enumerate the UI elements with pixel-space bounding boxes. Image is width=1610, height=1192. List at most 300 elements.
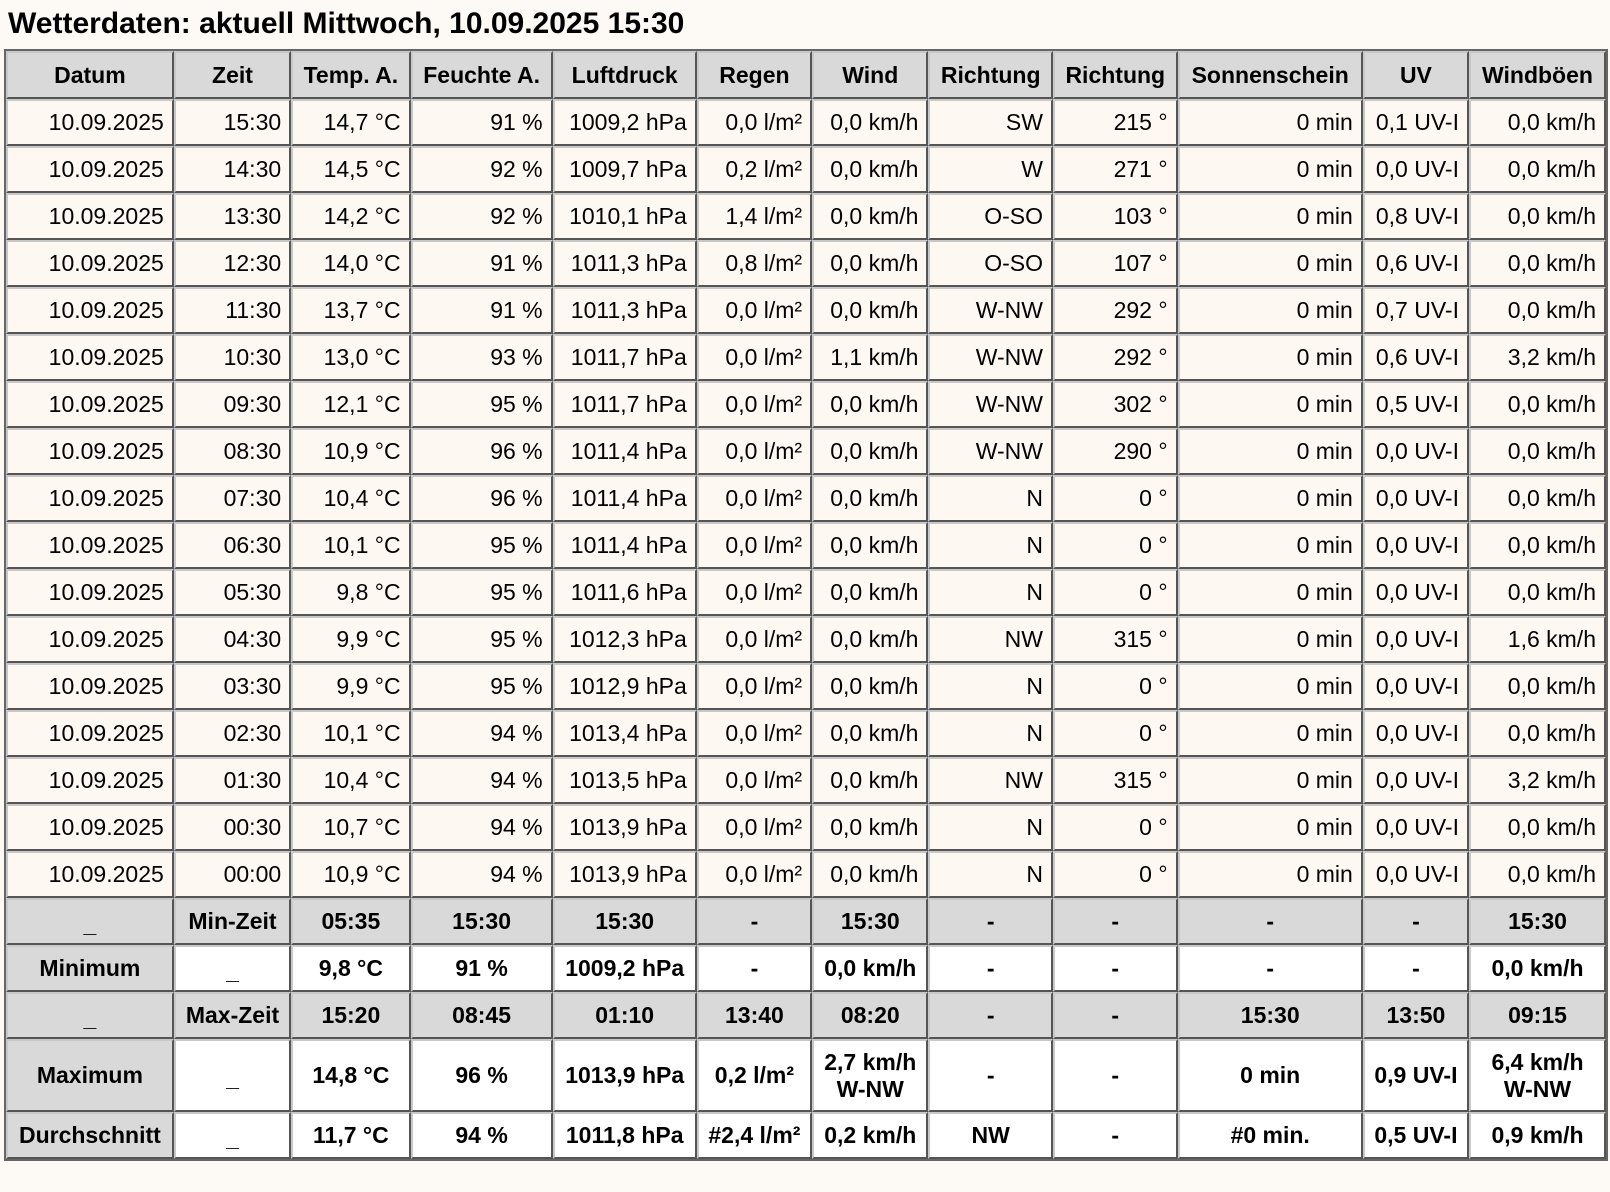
table-cell: 302 °: [1053, 381, 1178, 428]
table-cell: 09:30: [174, 381, 291, 428]
table-cell: 0,0 l/m²: [697, 851, 812, 898]
table-row: [6, 569, 1606, 616]
table-cell: 1012,3 hPa: [553, 616, 697, 663]
table-cell: 0,0 UV-I: [1363, 851, 1469, 898]
table-row: [6, 428, 1606, 475]
summary-cell: 1011,8 hPa: [553, 1112, 697, 1159]
table-cell: 0,0 km/h: [812, 804, 928, 851]
summary-cell: 9,8 °C: [291, 945, 410, 992]
table-cell: 95 %: [411, 569, 553, 616]
table-cell: 1009,7 hPa: [553, 146, 697, 193]
weather-table: [4, 49, 1608, 1161]
table-row: [6, 851, 1606, 898]
table-cell: 10:30: [174, 334, 291, 381]
summary-cell: #2,4 l/m²: [697, 1112, 812, 1159]
summary-cell: 6,4 km/h W-NW: [1469, 1039, 1606, 1112]
summary-cell: 0,9 km/h: [1469, 1112, 1606, 1159]
table-cell: 1013,9 hPa: [553, 851, 697, 898]
summary-cell: 94 %: [411, 1112, 553, 1159]
summary-cell: -: [697, 945, 812, 992]
summary-cell: 15:30: [812, 898, 928, 945]
table-cell: 10.09.2025: [6, 381, 174, 428]
summary-cell: -: [1178, 898, 1363, 945]
table-cell: 0,0 l/m²: [697, 475, 812, 522]
table-cell: 1012,9 hPa: [553, 663, 697, 710]
table-cell: 1013,9 hPa: [553, 804, 697, 851]
table-cell: 0,0 UV-I: [1363, 522, 1469, 569]
placeholder-mark: _: [226, 1065, 239, 1091]
table-cell: 14,0 °C: [291, 240, 410, 287]
column-header: Regen: [697, 51, 812, 99]
table-cell: 0,0 km/h: [1469, 99, 1606, 146]
summary-cell: -: [1363, 898, 1469, 945]
column-header: Luftdruck: [553, 51, 697, 99]
table-cell: 0,0 km/h: [812, 428, 928, 475]
table-cell: 91 %: [411, 99, 553, 146]
summary-cell: NW: [928, 1112, 1053, 1159]
summary-cell: 2,7 km/h W-NW: [812, 1039, 928, 1112]
table-cell: 0,0 UV-I: [1363, 710, 1469, 757]
table-cell: N: [928, 663, 1053, 710]
summary-cell: #0 min.: [1178, 1112, 1363, 1159]
table-cell: 0,0 km/h: [1469, 522, 1606, 569]
summary-cell: -: [928, 1039, 1053, 1112]
table-cell: 0,0 km/h: [1469, 381, 1606, 428]
summary-cell: 08:45: [411, 992, 553, 1039]
table-cell: 1010,1 hPa: [553, 193, 697, 240]
table-cell: 0,0 l/m²: [697, 428, 812, 475]
summary-cell: 0,9 UV-I: [1363, 1039, 1469, 1112]
table-cell: SW: [928, 99, 1053, 146]
table-cell: 10.09.2025: [6, 193, 174, 240]
summary-cell: -: [1053, 898, 1178, 945]
summary-cell: 13:40: [697, 992, 812, 1039]
table-cell: 315 °: [1053, 616, 1178, 663]
summary-row: [6, 898, 1606, 945]
table-cell: 0,0 UV-I: [1363, 663, 1469, 710]
table-cell: 0,0 km/h: [812, 287, 928, 334]
table-cell: 0,0 l/m²: [697, 663, 812, 710]
table-cell: 14,2 °C: [291, 193, 410, 240]
table-cell: 1011,4 hPa: [553, 428, 697, 475]
summary-cell: 0,2 l/m²: [697, 1039, 812, 1112]
table-cell: 92 %: [411, 193, 553, 240]
column-header: Richtung: [1053, 51, 1178, 99]
table-cell: 0 min: [1178, 710, 1363, 757]
table-cell: 0,0 km/h: [812, 381, 928, 428]
table-cell: 0,0 l/m²: [697, 804, 812, 851]
placeholder-mark: _: [83, 911, 97, 937]
table-cell: W: [928, 146, 1053, 193]
table-cell: 0,0 l/m²: [697, 569, 812, 616]
table-cell: 290 °: [1053, 428, 1178, 475]
table-row: [6, 240, 1606, 287]
table-cell: 10.09.2025: [6, 240, 174, 287]
table-cell: 10,9 °C: [291, 851, 410, 898]
table-cell: 0,0 UV-I: [1363, 428, 1469, 475]
summary-cell: Maximum: [6, 1039, 174, 1112]
table-cell: 14:30: [174, 146, 291, 193]
table-cell: 94 %: [411, 710, 553, 757]
table-cell: 95 %: [411, 663, 553, 710]
table-row: [6, 616, 1606, 663]
table-cell: N: [928, 804, 1053, 851]
table-cell: 1011,3 hPa: [553, 287, 697, 334]
summary-cell: -: [697, 898, 812, 945]
table-cell: 1013,4 hPa: [553, 710, 697, 757]
table-cell: 1013,5 hPa: [553, 757, 697, 804]
table-cell: 0,0 km/h: [812, 193, 928, 240]
summary-cell: -: [1178, 945, 1363, 992]
table-cell: 13,0 °C: [291, 334, 410, 381]
summary-cell: 08:20: [812, 992, 928, 1039]
table-cell: 0,0 UV-I: [1363, 569, 1469, 616]
summary-cell: 1009,2 hPa: [553, 945, 697, 992]
table-row: [6, 522, 1606, 569]
table-cell: 0,0 km/h: [812, 710, 928, 757]
table-cell: 0,0 km/h: [812, 616, 928, 663]
table-row: [6, 475, 1606, 522]
summary-cell: -: [928, 945, 1053, 992]
placeholder-mark: _: [83, 1005, 97, 1031]
table-cell: W-NW: [928, 334, 1053, 381]
table-cell: 10.09.2025: [6, 475, 174, 522]
column-header: Wind: [812, 51, 928, 99]
table-cell: 0 min: [1178, 757, 1363, 804]
table-row: [6, 663, 1606, 710]
table-cell: 0,0 km/h: [1469, 851, 1606, 898]
table-cell: 0 min: [1178, 146, 1363, 193]
table-cell: 0,0 UV-I: [1363, 804, 1469, 851]
table-cell: 0,0 km/h: [812, 99, 928, 146]
column-header: Feuchte A.: [411, 51, 553, 99]
table-cell: 0,2 l/m²: [697, 146, 812, 193]
summary-cell: [174, 1039, 291, 1112]
table-cell: 0,0 km/h: [1469, 569, 1606, 616]
table-cell: 94 %: [411, 804, 553, 851]
table-cell: W-NW: [928, 428, 1053, 475]
table-cell: 96 %: [411, 428, 553, 475]
summary-cell: 14,8 °C: [291, 1039, 410, 1112]
table-cell: 0,0 l/m²: [697, 99, 812, 146]
column-header: Temp. A.: [291, 51, 410, 99]
column-header: Windböen: [1469, 51, 1606, 99]
table-cell: 103 °: [1053, 193, 1178, 240]
table-cell: 0,0 l/m²: [697, 334, 812, 381]
table-cell: 95 %: [411, 522, 553, 569]
table-cell: 0,0 km/h: [1469, 428, 1606, 475]
table-cell: 0 min: [1178, 240, 1363, 287]
table-cell: 10,9 °C: [291, 428, 410, 475]
table-cell: 1,4 l/m²: [697, 193, 812, 240]
table-cell: 95 %: [411, 616, 553, 663]
summary-cell: -: [1053, 1039, 1178, 1112]
summary-row: [6, 1039, 1606, 1112]
table-cell: 10.09.2025: [6, 146, 174, 193]
table-cell: 13:30: [174, 193, 291, 240]
table-cell: 95 %: [411, 381, 553, 428]
table-cell: 0 min: [1178, 663, 1363, 710]
table-cell: 06:30: [174, 522, 291, 569]
table-cell: 0 min: [1178, 99, 1363, 146]
summary-cell: 05:35: [291, 898, 410, 945]
table-cell: 0,0 l/m²: [697, 522, 812, 569]
table-cell: 10,1 °C: [291, 710, 410, 757]
summary-cell: -: [1053, 992, 1178, 1039]
header-row: [6, 51, 1606, 99]
table-cell: 0 min: [1178, 569, 1363, 616]
table-cell: 10.09.2025: [6, 99, 174, 146]
table-cell: 01:30: [174, 757, 291, 804]
table-cell: 0,0 km/h: [1469, 146, 1606, 193]
table-cell: 10.09.2025: [6, 569, 174, 616]
summary-cell: -: [928, 992, 1053, 1039]
summary-cell: -: [1053, 1112, 1178, 1159]
table-cell: 0 °: [1053, 663, 1178, 710]
table-cell: 9,9 °C: [291, 663, 410, 710]
summary-cell: 15:30: [1178, 992, 1363, 1039]
table-cell: 3,2 km/h: [1469, 757, 1606, 804]
summary-cell: 13:50: [1363, 992, 1469, 1039]
table-cell: 0 min: [1178, 851, 1363, 898]
placeholder-mark: _: [226, 958, 239, 984]
table-cell: 0,0 km/h: [812, 475, 928, 522]
table-cell: 0 °: [1053, 475, 1178, 522]
table-cell: 10.09.2025: [6, 851, 174, 898]
table-cell: 0,1 UV-I: [1363, 99, 1469, 146]
table-cell: 0 min: [1178, 334, 1363, 381]
summary-cell: 91 %: [411, 945, 553, 992]
table-cell: 0,8 l/m²: [697, 240, 812, 287]
table-cell: 10.09.2025: [6, 522, 174, 569]
summary-cell: 15:30: [553, 898, 697, 945]
table-cell: 0 °: [1053, 569, 1178, 616]
table-cell: 0,6 UV-I: [1363, 240, 1469, 287]
placeholder-mark: _: [226, 1125, 239, 1151]
table-cell: 0,0 km/h: [812, 569, 928, 616]
table-cell: 1011,6 hPa: [553, 569, 697, 616]
summary-cell: 96 %: [411, 1039, 553, 1112]
table-cell: 94 %: [411, 757, 553, 804]
summary-cell: Min-Zeit: [174, 898, 291, 945]
column-header: Zeit: [174, 51, 291, 99]
column-header: Datum: [6, 51, 174, 99]
table-cell: 0 min: [1178, 616, 1363, 663]
table-cell: 1,6 km/h: [1469, 616, 1606, 663]
table-cell: 11:30: [174, 287, 291, 334]
table-cell: 10.09.2025: [6, 710, 174, 757]
table-cell: 94 %: [411, 851, 553, 898]
table-cell: 12:30: [174, 240, 291, 287]
table-cell: 292 °: [1053, 287, 1178, 334]
table-cell: 10,4 °C: [291, 475, 410, 522]
table-cell: 271 °: [1053, 146, 1178, 193]
table-cell: N: [928, 475, 1053, 522]
table-cell: 1011,7 hPa: [553, 334, 697, 381]
table-cell: 0,0 UV-I: [1363, 146, 1469, 193]
table-cell: 0 °: [1053, 851, 1178, 898]
table-cell: 0,0 km/h: [812, 146, 928, 193]
table-cell: NW: [928, 757, 1053, 804]
summary-cell: 0 min: [1178, 1039, 1363, 1112]
summary-cell: Durchschnitt: [6, 1112, 174, 1159]
table-cell: W-NW: [928, 381, 1053, 428]
table-cell: 0,0 km/h: [1469, 804, 1606, 851]
table-cell: 0 min: [1178, 381, 1363, 428]
summary-cell: -: [928, 898, 1053, 945]
column-header: UV: [1363, 51, 1469, 99]
table-cell: 1011,3 hPa: [553, 240, 697, 287]
table-cell: 0 min: [1178, 428, 1363, 475]
table-cell: 14,7 °C: [291, 99, 410, 146]
table-cell: 0,0 l/m²: [697, 287, 812, 334]
summary-cell: [174, 945, 291, 992]
table-cell: 315 °: [1053, 757, 1178, 804]
column-header: Richtung: [928, 51, 1053, 99]
table-cell: 00:00: [174, 851, 291, 898]
table-cell: 0,0 km/h: [812, 522, 928, 569]
summary-row: [6, 1112, 1606, 1159]
table-cell: 10.09.2025: [6, 428, 174, 475]
summary-cell: 0,0 km/h: [812, 945, 928, 992]
summary-cell: 0,0 km/h: [1469, 945, 1606, 992]
table-cell: 0,0 km/h: [1469, 193, 1606, 240]
table-cell: 9,9 °C: [291, 616, 410, 663]
table-cell: N: [928, 569, 1053, 616]
table-cell: 0,7 UV-I: [1363, 287, 1469, 334]
table-cell: 10.09.2025: [6, 663, 174, 710]
summary-cell: -: [1363, 945, 1469, 992]
table-cell: 0,0 l/m²: [697, 757, 812, 804]
table-cell: 93 %: [411, 334, 553, 381]
table-cell: 10.09.2025: [6, 757, 174, 804]
table-cell: 00:30: [174, 804, 291, 851]
summary-cell: 01:10: [553, 992, 697, 1039]
table-cell: 1009,2 hPa: [553, 99, 697, 146]
table-cell: 02:30: [174, 710, 291, 757]
table-cell: 0,6 UV-I: [1363, 334, 1469, 381]
table-cell: 10.09.2025: [6, 616, 174, 663]
table-cell: 0 °: [1053, 710, 1178, 757]
table-row: [6, 804, 1606, 851]
table-cell: 107 °: [1053, 240, 1178, 287]
table-cell: 0,0 km/h: [1469, 663, 1606, 710]
summary-cell: 0,5 UV-I: [1363, 1112, 1469, 1159]
summary-cell: Max-Zeit: [174, 992, 291, 1039]
table-cell: 07:30: [174, 475, 291, 522]
table-cell: 15:30: [174, 99, 291, 146]
table-cell: 3,2 km/h: [1469, 334, 1606, 381]
summary-cell: 11,7 °C: [291, 1112, 410, 1159]
table-cell: 91 %: [411, 287, 553, 334]
table-cell: 0,0 km/h: [1469, 475, 1606, 522]
table-cell: N: [928, 851, 1053, 898]
table-cell: 10,1 °C: [291, 522, 410, 569]
table-cell: 0 °: [1053, 522, 1178, 569]
table-cell: 10.09.2025: [6, 287, 174, 334]
summary-cell: [6, 898, 174, 945]
table-cell: 0 °: [1053, 804, 1178, 851]
summary-cell: Minimum: [6, 945, 174, 992]
table-cell: 0,0 km/h: [812, 757, 928, 804]
table-cell: N: [928, 522, 1053, 569]
table-row: [6, 334, 1606, 381]
table-cell: 05:30: [174, 569, 291, 616]
table-cell: 1011,7 hPa: [553, 381, 697, 428]
table-cell: 0 min: [1178, 804, 1363, 851]
table-cell: 13,7 °C: [291, 287, 410, 334]
table-cell: 292 °: [1053, 334, 1178, 381]
table-cell: 0 min: [1178, 475, 1363, 522]
table-cell: 10,4 °C: [291, 757, 410, 804]
table-cell: 08:30: [174, 428, 291, 475]
table-cell: 0,0 l/m²: [697, 710, 812, 757]
table-cell: 0,0 km/h: [812, 663, 928, 710]
table-cell: 0,0 UV-I: [1363, 475, 1469, 522]
table-cell: 0,0 km/h: [812, 851, 928, 898]
table-cell: 96 %: [411, 475, 553, 522]
column-header: Sonnenschein: [1178, 51, 1363, 99]
table-cell: O-SO: [928, 240, 1053, 287]
table-cell: 1,1 km/h: [812, 334, 928, 381]
table-row: [6, 287, 1606, 334]
table-cell: 9,8 °C: [291, 569, 410, 616]
table-cell: 0,0 UV-I: [1363, 616, 1469, 663]
summary-cell: [174, 1112, 291, 1159]
summary-cell: 0,2 km/h: [812, 1112, 928, 1159]
table-row: [6, 146, 1606, 193]
summary-row: [6, 992, 1606, 1039]
table-cell: 0 min: [1178, 287, 1363, 334]
table-cell: 0 min: [1178, 193, 1363, 240]
table-cell: 1011,4 hPa: [553, 475, 697, 522]
table-cell: 04:30: [174, 616, 291, 663]
table-cell: 10.09.2025: [6, 804, 174, 851]
summary-cell: 15:30: [1469, 898, 1606, 945]
table-cell: 0 min: [1178, 522, 1363, 569]
table-row: [6, 710, 1606, 757]
summary-cell: 09:15: [1469, 992, 1606, 1039]
table-cell: 0,0 km/h: [812, 240, 928, 287]
summary-cell: -: [1053, 945, 1178, 992]
table-row: [6, 757, 1606, 804]
table-cell: 0,0 km/h: [1469, 240, 1606, 287]
table-cell: NW: [928, 616, 1053, 663]
summary-cell: 15:30: [411, 898, 553, 945]
table-cell: 0,0 l/m²: [697, 381, 812, 428]
table-cell: W-NW: [928, 287, 1053, 334]
summary-cell: [6, 992, 174, 1039]
table-cell: 0,0 km/h: [1469, 287, 1606, 334]
summary-row: [6, 945, 1606, 992]
table-cell: 0,0 km/h: [1469, 710, 1606, 757]
table-cell: 10,7 °C: [291, 804, 410, 851]
table-cell: 0,5 UV-I: [1363, 381, 1469, 428]
table-cell: 03:30: [174, 663, 291, 710]
table-cell: N: [928, 710, 1053, 757]
table-row: [6, 193, 1606, 240]
summary-cell: 15:20: [291, 992, 410, 1039]
table-cell: 0,0 UV-I: [1363, 757, 1469, 804]
summary-cell: 1013,9 hPa: [553, 1039, 697, 1112]
table-row: [6, 99, 1606, 146]
table-cell: 0,8 UV-I: [1363, 193, 1469, 240]
table-cell: 14,5 °C: [291, 146, 410, 193]
table-cell: 12,1 °C: [291, 381, 410, 428]
table-cell: 92 %: [411, 146, 553, 193]
page-title: Wetterdaten: aktuell Mittwoch, 10.09.2025 15:30: [8, 7, 685, 40]
table-cell: 91 %: [411, 240, 553, 287]
